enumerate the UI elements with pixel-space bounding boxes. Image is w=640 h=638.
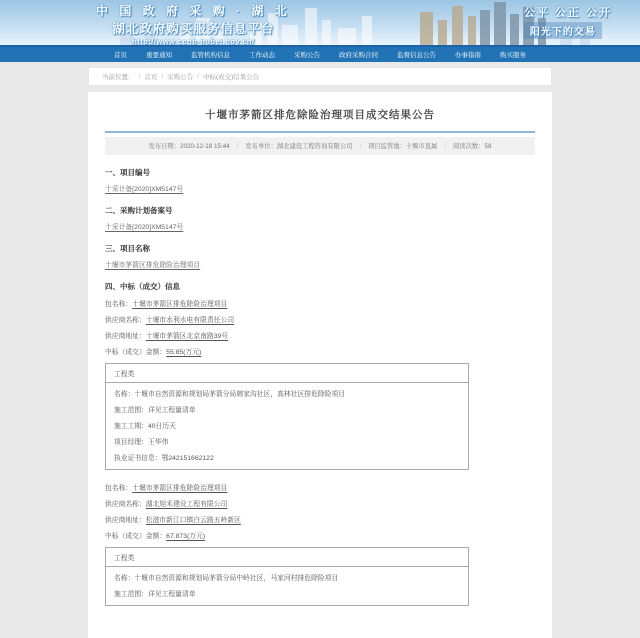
nav-item-work-news[interactable]: 工作动态 <box>249 52 275 59</box>
works-detail-box <box>105 547 469 606</box>
publish-date: 发布日期：2020-12-18 15:44 <box>148 143 230 150</box>
nav-item-procurement-announcements[interactable]: 采购公告 <box>294 52 320 59</box>
site-title-line1: 中 国 政 府 采 购 · 湖 北 <box>96 4 291 18</box>
nav-item-supervision-announcements[interactable]: 监督信息公告 <box>397 52 436 59</box>
meta-separator: | <box>236 142 239 149</box>
works-scope-row: 施工范围：详见工程量清单 <box>114 591 196 598</box>
works-type-label: 工程类 <box>106 364 468 383</box>
works-scope-row: 施工范围：详见工程量清单 <box>114 407 196 414</box>
plan-number-value: 十采计备[2020]XM5147号 <box>105 224 184 231</box>
project-region: 项目监管地：十堰市直属 <box>368 143 438 150</box>
award-amount-line: 中标（成交）金额：67.873(万元) <box>105 533 206 540</box>
nav-item-contracts[interactable]: 政府采购合同 <box>339 52 378 59</box>
works-certificate-row: 执业证书信息：鄂242151662122 <box>114 455 214 462</box>
package-name-line: 包名称：十堰市茅箭区排危除险治理项目 <box>105 301 228 308</box>
nav-item-home[interactable]: 首页 <box>114 52 127 59</box>
works-name-row: 名称：十堰市自然资源和规划局茅箭分局韩家沟社区，高林社区排危除险项目 <box>114 391 346 398</box>
project-name-value: 十堰市茅箭区排危除险治理项目 <box>105 262 201 269</box>
view-count: 阅读次数：58 <box>452 143 492 150</box>
slogan-line2: 阳光下的交易 <box>524 22 602 39</box>
breadcrumb-result-announcements[interactable]: 中标(成交)结果公告 <box>202 74 260 81</box>
supplier-address-line: 供应商地址：十堰市茅箭区北京南路39号 <box>105 333 229 340</box>
breadcrumb-home[interactable]: 首页 <box>144 74 158 81</box>
award-amount-line: 中标（成交）金额：55.85(万元) <box>105 349 202 356</box>
nav-item-regulator-info[interactable]: 监管机构信息 <box>191 52 230 59</box>
meta-separator: | <box>444 142 446 149</box>
nav-item-notices[interactable]: 重要通知 <box>146 52 172 59</box>
nav-item-purchase-services[interactable]: 购买服务 <box>500 52 526 59</box>
supplier-address-line: 供应商地址：松滋市新江口镇白云路五岭新区 <box>105 517 241 524</box>
breadcrumb <box>88 67 552 86</box>
award-block <box>105 298 535 470</box>
project-number-value: 十采计备[2020]XM5147号 <box>105 186 184 193</box>
breadcrumb-separator: / <box>197 73 199 80</box>
site-logo <box>96 2 291 46</box>
works-manager-row: 项目经理：王华伟 <box>114 439 169 446</box>
award-block <box>105 482 535 606</box>
works-name-row: 名称：十堰市自然资源和规划局茅箭分局中岭社区，马家河村排危除险项目 <box>114 575 339 582</box>
works-type-label: 工程类 <box>106 548 468 567</box>
package-name-line: 包名称：十堰市茅箭区排危除险治理项目 <box>105 485 228 492</box>
section-heading-plan-number: 二、采购计划备案号 <box>105 206 173 215</box>
works-duration-row: 施工工期：40日历天 <box>114 423 176 430</box>
meta-separator: | <box>359 142 362 149</box>
section-heading-project-number: 一、项目编号 <box>105 168 150 177</box>
nav-item-guide[interactable]: 办事指南 <box>455 52 481 59</box>
breadcrumb-separator: / <box>161 73 164 80</box>
slogan-line1: 公平 公正 公开 <box>523 7 612 19</box>
supplier-name-line: 供应商名称：十堰市水利水电有限责任公司 <box>105 317 235 324</box>
section-heading-award-info: 四、中标（成交）信息 <box>105 282 180 291</box>
title-divider <box>105 131 535 133</box>
works-detail-box <box>105 363 469 470</box>
breadcrumb-bar <box>0 62 640 86</box>
breadcrumb-separator: / <box>138 73 141 80</box>
main-nav <box>0 47 640 62</box>
breadcrumb-announcements[interactable]: 采购公告 <box>167 74 194 81</box>
site-url: http://www.ccgp-hubei.gov.cn/ <box>132 37 255 46</box>
article-card <box>88 92 552 638</box>
breadcrumb-label: 当前位置： <box>102 74 135 81</box>
article-meta <box>105 137 535 155</box>
supplier-name-line: 供应商名称：湖北旭禾建设工程有限公司 <box>105 501 228 508</box>
site-slogan <box>524 4 612 40</box>
site-banner <box>0 0 640 47</box>
section-heading-project-name: 三、项目名称 <box>105 244 150 253</box>
publish-unit: 发布单位：湖北建设工程咨询有限公司 <box>245 143 353 150</box>
article-title: 十堰市茅箭区排危除险治理项目成交结果公告 <box>205 109 435 121</box>
site-title-line2: 湖北政府购买服务信息平台 <box>112 22 275 36</box>
